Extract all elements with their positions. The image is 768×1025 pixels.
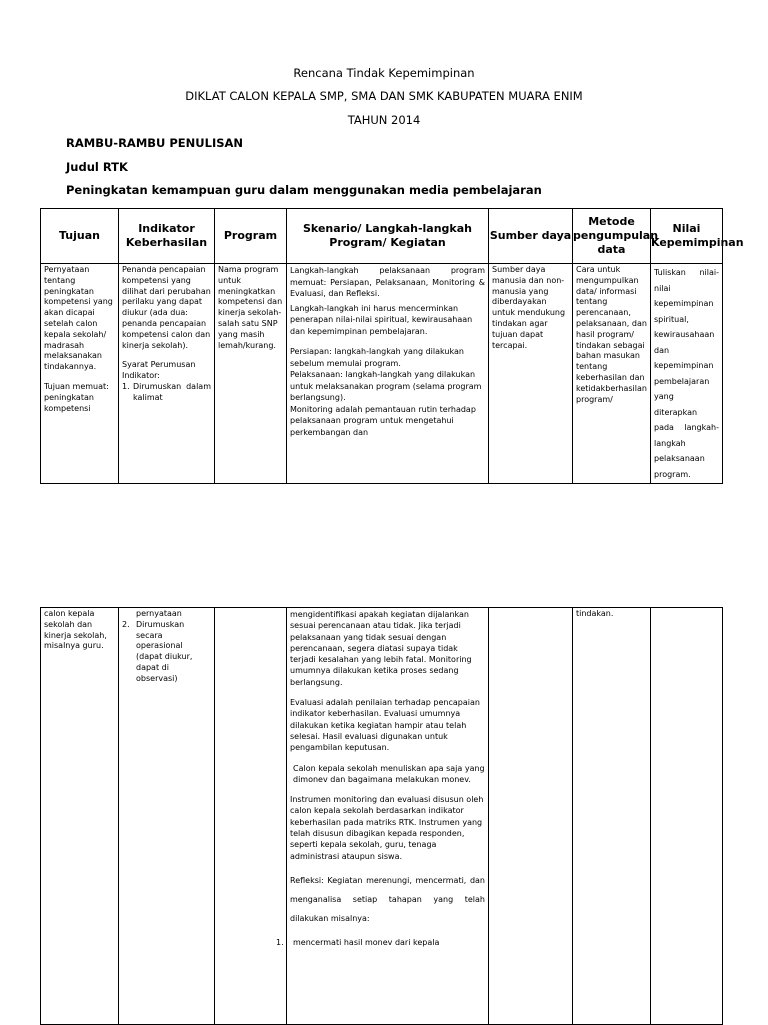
cell-metode (573, 264, 651, 484)
document-title: Rencana Tindak Kepemimpinan (293, 66, 475, 80)
skenario-text-6: mencermati hasil monev dari kepala (293, 937, 440, 947)
header-indikator: Indikator Keberhasilan (119, 209, 215, 264)
header-sumber: Sumber daya (489, 209, 573, 264)
cell-sumber (489, 264, 573, 484)
list-number: 1. (276, 937, 284, 947)
skenario-text-5: Monitoring adalah pemantauan rutin terhadap pelaksanaan program untuk mengetahui perkembangan dan (290, 404, 476, 437)
header-program: Program (215, 209, 287, 264)
skenario-text-3: Persiapan: langkah-langkah yang dilakukan sebelum memulai program. (290, 347, 464, 368)
skenario-text-1: mengidentifikasi apakah kegiatan dijalankan sesuai perencanaan atau tidak. Jika terjadi pelaksanaan yang tidak sesuai dengan perencanaan, segera diatasi supaya tidak terjadi kesalahan yang lebih fatal. Monitoring umumnya dilakukan ketika proses sedang berlangsung. (290, 610, 472, 687)
list-item (276, 937, 485, 948)
tujuan-text: Pernyataan tentang peningkatan kompetensi yang akan dicapai setelah calon kepala sekolah/ madrasah melaksanakan tindakannya. (44, 265, 113, 372)
header-metode: Metode pengumpulan data (573, 209, 651, 264)
header-tujuan: Tujuan (41, 209, 119, 264)
header-nilai: Nilai Kepemimpinan (651, 209, 723, 264)
document-year: TAHUN 2014 (347, 113, 421, 127)
cell-metode (573, 608, 651, 1025)
list-number: 1. (122, 381, 130, 391)
indikator-text: Penanda pencapaian kompetensi yang dilihat dari perubahan perilaku yang dapat diukur (ada dua: penanda pencapaian kompetensi calon dan kinerja sekolah). (122, 265, 211, 350)
cell-indikator (119, 608, 215, 1025)
section-heading: RAMBU-RAMBU PENULISAN (66, 136, 244, 150)
cell-program (215, 608, 287, 1025)
skenario-text-4: Pelaksanaan: langkah-langkah yang dilakukan untuk melaksanakan program (selama program berlangsung). (290, 370, 482, 402)
cell-tujuan (41, 264, 119, 484)
judul-label: Judul RTK (66, 160, 128, 174)
indikator-text: pernyataan (136, 609, 182, 618)
cell-program (215, 264, 287, 484)
cell-skenario (276, 608, 489, 1025)
cell-nilai (651, 264, 723, 484)
nilai-text: Tuliskan nilai-nilai kepemimpinan spiritual, kewirausahaan dan kepemimpinan pembelajaran yang diterapkan pada langkah-langkah pelaksanaan program. (654, 268, 719, 479)
skenario-text-2: Evaluasi adalah penilaian terhadap pencapaian indikator keberhasilan. Evaluasi umumnya dilakukan ketika kegiatan hampir atau telah selesai. Hasil evaluasi digunakan untuk pengambilan keputusan. (290, 698, 480, 753)
cell-skenario (287, 264, 489, 484)
rtk-table-top (40, 208, 744, 484)
table-row (41, 608, 723, 1025)
cell-sumber (489, 608, 573, 1025)
indikator-item: Dirumuskan dalam kalimat (133, 381, 211, 402)
header-skenario: Skenario/ Langkah-langkah Program/ Kegiatan (287, 209, 489, 264)
tujuan-text: calon kepala sekolah dan kinerja sekolah, misalnya guru. (44, 609, 107, 651)
skenario-text-5: Refleksi: Kegiatan merenungi, mencermati, dan menganalisa setiap tahapan yang telah dilakukan misalnya: (290, 875, 485, 923)
list-number: 2. (122, 619, 130, 629)
skenario-text-2: Langkah-langkah ini harus mencerminkan penerapan nilai-nilai spiritual, kewirausahaan dan kepemimpinan pembelajaran. (290, 303, 473, 336)
indikator-item: Dirumuskan secara operasional (dapat diukur, dapat di observasi) (136, 619, 193, 683)
metode-text: Cara untuk mengumpulkan data/ informasi tentang perencanaan, pelaksanaan, dan hasil program/ tindakan sebagai bahan masukan tentang keberhasilan dan ketidakberhasilan program/ (576, 265, 647, 404)
skenario-text-3: Calon kepala sekolah menuliskan apa saja yang dimonev dan bagaimana melakukan monev. (293, 763, 485, 784)
indikator-syarat: Syarat Perumusan Indikator: (122, 360, 196, 381)
list-item (122, 620, 211, 685)
skenario-text-4: Instrumen monitoring dan evaluasi disusun oleh calon kepala sekolah berdasarkan indikator keberhasilan pada matriks RTK. Instrumen yang telah disusun dibagikan kepada responden, seperti kepala sekolah, guru, tenaga administrasi ataupun siswa. (290, 795, 484, 861)
list-item (122, 382, 211, 404)
cell-tujuan (41, 608, 119, 1025)
metode-text: tindakan. (576, 609, 614, 618)
program-text: Nama program untuk meningkatkan kompetensi dan kinerja sekolah-salah satu SNP yang masih lemah/kurang. (218, 265, 283, 350)
cell-indikator (119, 264, 215, 484)
tujuan-text-2: Tujuan memuat: peningkatan kompetensi (44, 381, 109, 413)
skenario-text-1: Langkah-langkah pelaksanaan program memuat: Persiapan, Pelaksanaan, Monitoring & Evaluasi, dan Refleksi. (290, 266, 485, 298)
cell-nilai (651, 608, 723, 1025)
rtk-table-bottom (40, 607, 723, 1025)
judul-text: Peningkatan kemampuan guru dalam menggunakan media pembelajaran (66, 183, 542, 197)
document-subtitle: DIKLAT CALON KEPALA SMP, SMA DAN SMK KABUPATEN MUARA ENIM (185, 89, 583, 103)
sumber-text: Sumber daya manusia dan non-manusia yang diberdayakan untuk mendukung tindakan agar tujuan dapat tercapai. (492, 265, 566, 350)
table-row (41, 264, 723, 484)
